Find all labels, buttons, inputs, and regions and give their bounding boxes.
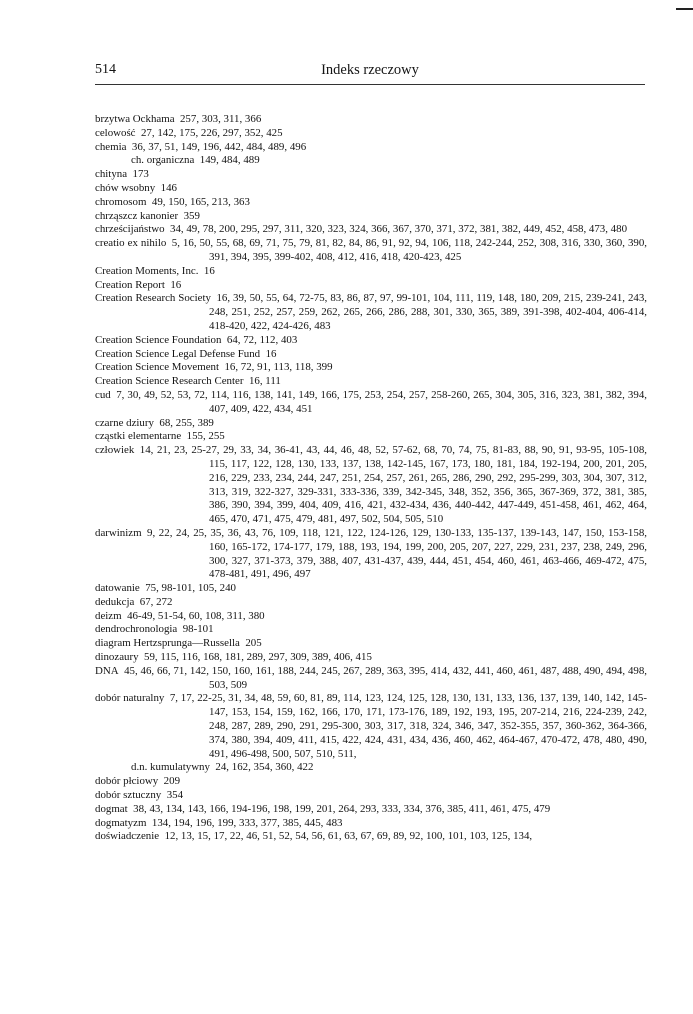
index-entry [95,830,647,844]
index-term: doświadczenie [95,830,160,843]
index-pages: 354 [166,789,184,802]
index-term: celowość [95,126,136,139]
index-list [95,113,647,844]
index-pages: 134, 194, 196, 199, 333, 377, 385, 445, 483 [151,816,343,829]
index-term: cud [95,388,111,401]
index-term: chrześcijaństwo [95,223,165,236]
index-entry [95,113,647,127]
index-pages: 173 [132,168,149,181]
index-entry [95,292,647,333]
index-term: dedukcja [95,595,135,608]
index-entry [95,168,647,182]
index-entry [95,279,647,293]
index-pages: 38, 43, 134, 143, 166, 194-196, 198, 199, 201, 264, 293, 333, 334, 376, 385, 411, 461, 475, 479 [133,802,551,815]
index-pages: 5, 16, 50, 55, 68, 69, 71, 75, 79, 81, 82, 84, 86, 91, 92, 94, 106, 118, 242-244, 252, 308, 316, 330, 360, 390, 391, 394, 395, 399-402, 408, 412, 416, 418, 420-423, 425 [171,237,648,263]
index-entry [95,237,647,265]
index-pages: 36, 37, 51, 149, 196, 442, 484, 489, 496 [131,140,307,153]
index-entry [95,775,647,789]
index-pages: 16, 72, 91, 113, 118, 399 [224,361,333,374]
index-entry [95,210,647,224]
index-pages: 49, 150, 165, 213, 363 [151,195,250,208]
index-pages: 16 [203,264,215,277]
index-entry [95,389,647,417]
index-entry [95,637,647,651]
index-pages: 146 [160,181,177,194]
index-pages: 68, 255, 389 [159,416,214,429]
index-term: dogmatyzm [95,816,147,829]
index-pages: 155, 255 [186,430,225,443]
index-term: Creation Report [95,278,165,291]
index-entry [95,196,647,210]
index-pages: 14, 21, 23, 25-27, 29, 33, 34, 36-41, 43, 44, 46, 48, 52, 57-62, 68, 70, 74, 75, 81-83, 88, 90, 91, 93-95, 105-108, 115, 117, 122, 128, 130, 133, 137, 138, 142-145, 167, 173, 180, 181, 184, 192-194, 200, 201, 205, 216, 229, 233, 234, 244, 247, 251, 254, 257, 261, 265, 286, 290, 292, 295-299, 303, 304, 307, 312, 313, 319, 322-327, 329-331, 333-336, 339, 342-345, 348, 352, 356, 365, 367-369, 372, 381, 385, 386, 390, 394, 399, 404, 409, 416, 421, 432-434, 436, 440-442, 447-449, 451-458, 461, 462, 464, 465, 470, 471, 475, 479, 481, 497, 502, 504, 505, 510 [139,444,647,526]
index-pages: 45, 46, 66, 71, 142, 150, 160, 161, 188, 244, 245, 267, 289, 363, 395, 414, 432, 441, 460, 461, 487, 488, 490, 494, 498, 503, 509 [124,664,647,691]
index-pages: 149, 484, 489 [199,154,260,167]
index-term: creatio ex nihilo [95,237,167,250]
index-entry [95,789,647,803]
index-entry [95,527,647,582]
index-entry [95,334,647,348]
index-pages: 16, 39, 50, 55, 64, 72-75, 83, 86, 87, 97, 99-101, 104, 111, 119, 148, 180, 209, 215, 239-241, 243, 248, 251, 252, 257, 259, 262, 265, 266, 286, 288, 301, 330, 365, 389, 391-398, 402-404, 406-414, 418-420, 422, 424-426, 483 [209,292,647,332]
index-term: Creation Science Legal Defense Fund [95,347,261,360]
index-pages: 16, 111 [248,375,281,388]
index-term: chromosom [95,195,147,208]
index-entry [95,817,647,831]
index-term: cząstki elementarne [95,430,182,443]
index-entry [95,361,647,375]
index-pages: 75, 98-101, 105, 240 [145,582,236,595]
index-term: diagram Hertzsprunga—Russella [95,637,240,650]
index-entry [95,348,647,362]
index-entry [95,582,647,596]
index-term: dobór sztuczny [95,789,162,802]
index-term: chrząszcz kanonier [95,209,179,222]
index-pages: 98-101 [182,623,214,636]
index-pages: 9, 22, 24, 25, 35, 36, 43, 76, 109, 118, 121, 122, 124-126, 129, 130-133, 135-137, 139-143, 147, 150, 153-158, 160, 165-172, 174-177, 179, 188, 193, 194, 199, 200, 205, 207, 227, 229, 231, 237, 238, 249, 296, 300, 327, 371-373, 379, 388, 407, 431-437, 439, 444, 451, 454, 460, 461, 463-466, 469-472, 475, 478-481, 491, 496, 497 [147,526,647,581]
index-entry [95,665,647,693]
index-pages: 205 [245,637,262,650]
index-pages: 209 [163,775,181,788]
index-entry [95,596,647,610]
index-entry [95,430,647,444]
index-term: datowanie [95,582,140,595]
index-pages: 7, 17, 22-25, 31, 34, 48, 59, 60, 81, 89, 114, 123, 124, 125, 128, 130, 131, 133, 136, 137, 139, 140, 142, 145-147, 153, 154, 159, 162, 166, 170, 171, 173-176, 189, 192, 193, 195, 207-214, 216, 224-239, 242, 248, 287, 289, 290, 291, 295-300, 303, 317, 318, 324, 346, 347, 352-355, 357, 360-362, 364-366, 374, 380, 394, 409, 411, 415, 422, 424, 431, 434, 436, 460, 462, 464-467, 470-472, 478, 480, 490, 491, 496-498, 500, 507, 510, 511, [169,692,647,760]
index-entry [95,444,647,527]
index-entry [95,182,647,196]
index-term: dogmat [95,802,128,815]
index-pages: 16 [265,347,277,360]
header-rule [95,84,645,85]
index-term: dobór naturalny [95,692,165,705]
index-entry [95,651,647,665]
index-entry [95,623,647,637]
index-pages: 24, 162, 354, 360, 422 [215,761,314,774]
index-term: Creation Science Foundation [95,333,222,346]
index-term: człowiek [95,444,135,457]
index-entry [95,265,647,279]
index-pages: 257, 303, 311, 366 [179,113,262,125]
index-term: Creation Science Research Center [95,375,244,388]
index-entry [95,610,647,624]
index-term: DNA [95,664,119,677]
index-pages: 67, 272 [139,595,173,608]
index-entry [95,127,647,141]
index-term: Creation Research Society [95,292,211,305]
index-subentry [95,761,647,775]
index-term: brzytwa Ockhama [95,113,175,125]
index-entry [95,417,647,431]
page-title: Indeks rzeczowy [321,62,419,78]
index-term: dobór płciowy [95,775,159,788]
index-pages: 7, 30, 49, 52, 53, 72, 114, 116, 138, 141, 149, 166, 175, 253, 254, 257, 258-260, 265, 304, 305, 316, 323, 381, 382, 394, 407, 409, 422, 434, 451 [116,388,647,415]
index-term: deizm [95,609,122,622]
index-pages: 34, 49, 78, 200, 295, 297, 311, 320, 323, 324, 366, 367, 370, 371, 372, 381, 382, 449, 452, 458, 473, 480 [170,223,628,236]
index-term: ch. organiczna [131,154,195,167]
index-entry [95,141,647,155]
corner-mark [676,8,693,10]
index-subentry [95,154,647,168]
index-pages: 16 [170,278,182,291]
index-term: Creation Moments, Inc. [95,264,199,277]
index-term: chemia [95,140,127,153]
index-pages: 46-49, 51-54, 60, 108, 311, 380 [127,609,265,622]
index-entry [95,375,647,389]
index-pages: 59, 115, 116, 168, 181, 289, 297, 309, 389, 406, 415 [144,651,372,664]
index-term: d.n. kumulatywny [131,761,210,774]
index-term: czarne dziury [95,416,154,429]
index-pages: 359 [183,209,200,222]
index-term: dinozaury [95,651,139,664]
index-entry [95,692,647,761]
index-pages: 27, 142, 175, 226, 297, 352, 425 [140,126,283,139]
index-term: chów wsobny [95,181,156,194]
index-pages: 64, 72, 112, 403 [226,333,298,346]
index-pages: 12, 13, 15, 17, 22, 46, 51, 52, 54, 56, 61, 63, 67, 69, 89, 92, 100, 101, 103, 125, 134, [164,830,533,843]
index-entry [95,803,647,817]
index-entry [95,223,647,237]
page-number: 514 [95,62,116,77]
index-term: dendrochronologia [95,623,178,636]
index-term: darwinizm [95,526,142,539]
index-term: Creation Science Movement [95,361,219,374]
page-header [95,60,645,82]
index-term: chityna [95,168,128,181]
